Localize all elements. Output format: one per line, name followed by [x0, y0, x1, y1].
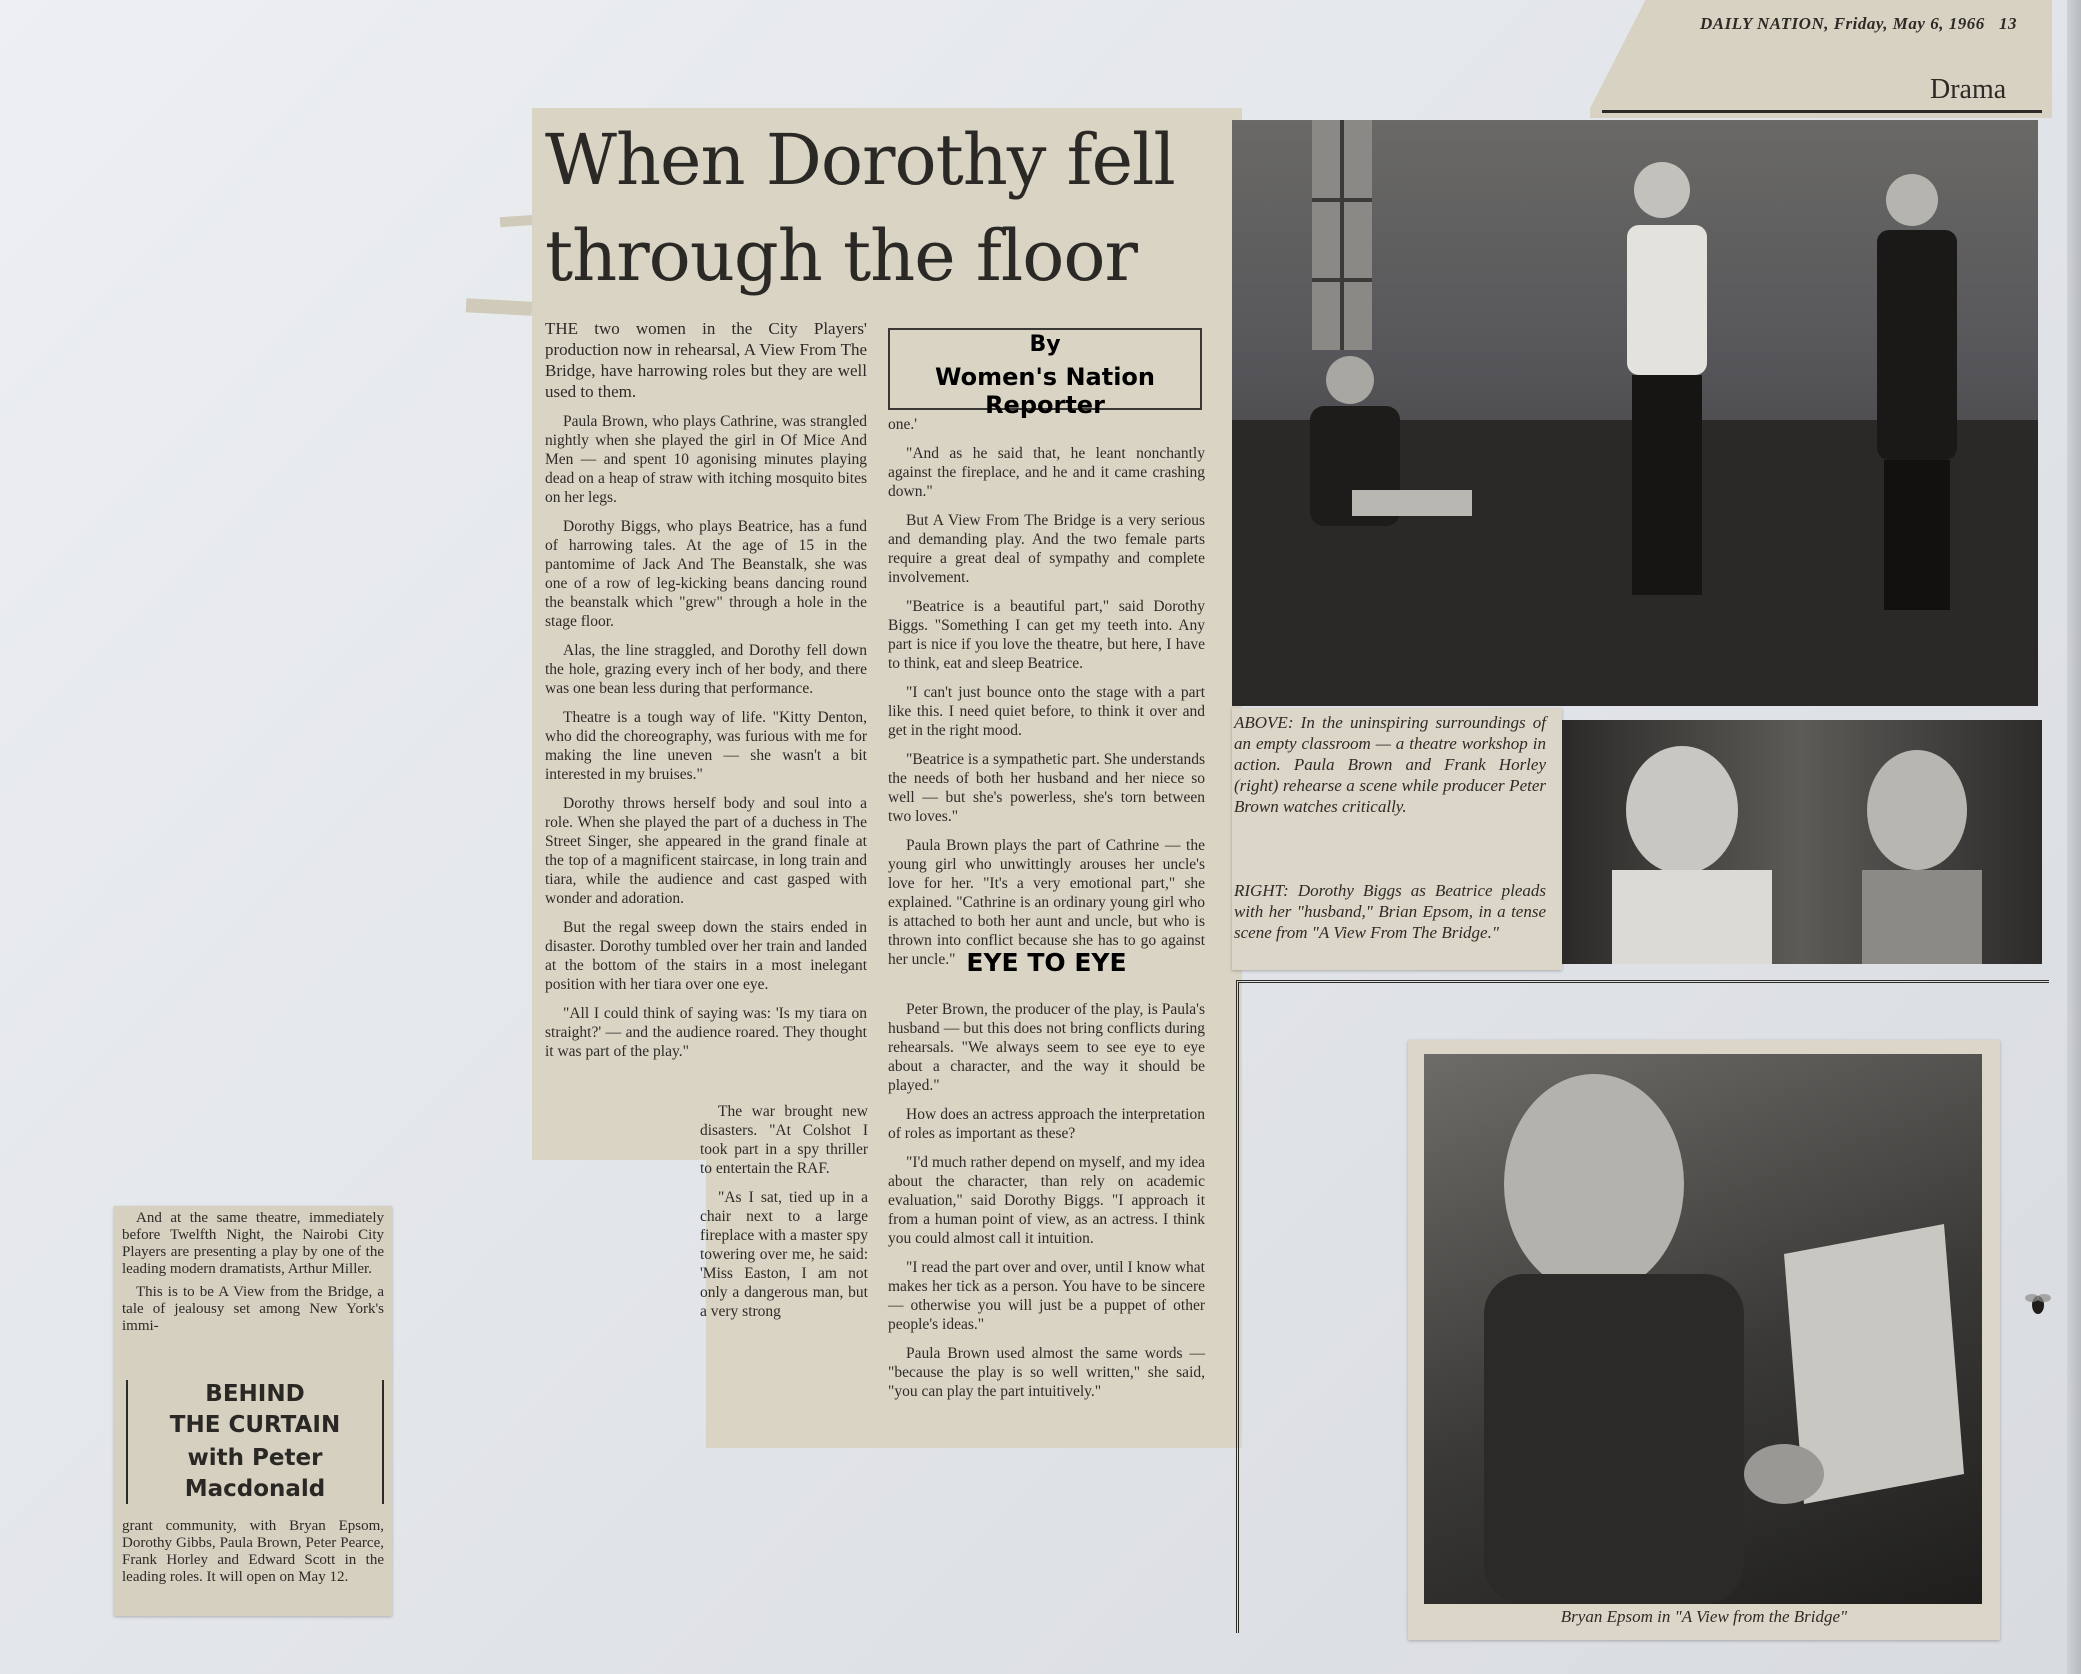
paragraph: Paula Brown used almost the same words — "because the play is so well written," she said, "you can play the part intuitively." [888, 1345, 1205, 1400]
paragraph: "I'd much rather depend on myself, and my idea about the character, than rely on academic evaluation," said Dorothy Biggs. "I approach it from a human point of view, as an actress. I think you could almost call it intuition. [888, 1154, 1205, 1247]
paragraph: And at the same theatre, immediately before Twelfth Night, the Nairobi City Players are presenting a play by one of the leading modern dramatists, Arthur Miller. [122, 1210, 384, 1277]
paragraph: "And as he said that, he leant nonchantly against the fireplace, and he and it came crashing down." [888, 445, 1205, 500]
caption-right: RIGHT: Dorothy Biggs as Beatrice pleads with her "husband," Brian Epsom, in a tense scene from "A View From The Bridge." [1234, 881, 1546, 942]
sidebar-top-text [122, 1210, 384, 1341]
article-column-2 [888, 415, 1205, 979]
column-title-line-2: THE CURTAIN [169, 1412, 341, 1438]
paragraph: Paula Brown plays the part of Cathrine — the young girl who unwittingly arouses her uncle's love for her. "It's a very emotional part," she explained. "Cathrine is an ordinary young girl who is attached to both her aunt and uncle, but who is thrown into conflict because she has to go against her uncle." [888, 837, 1205, 968]
paragraph: Theatre is a tough way of life. "Kitty Denton, who did the choreography, was furious with me for making the line uneven — she wasn't a bit interested in my bruises." [545, 709, 867, 783]
masthead-line: DAILY NATION, Friday, May 6, 1966 [1700, 14, 1985, 33]
headline-line-2: through the floor [545, 215, 1137, 297]
paragraph: "All I could think of saying was: 'Is my tiara on straight?' — and the audience roared. They thought it was part of the play." [545, 1005, 867, 1060]
paragraph: "I read the part over and over, until I know what makes her tick as a person. You have to be sincere — otherwise you will just be a puppet of other people's ideas." [888, 1259, 1205, 1333]
column-author-line-2: Macdonald [184, 1476, 326, 1502]
paragraph: How does an actress approach the interpretation of roles as important as these? [888, 1106, 1205, 1142]
headline-line-1: When Dorothy fell [545, 119, 1175, 201]
sidebar-bottom-text: grant community, with Bryan Epsom, Dorothy Gibbs, Paula Brown, Peter Pearce, Frank Horley and Edward Scott in the leading roles. It will open on May 12. [122, 1518, 384, 1585]
paragraph: But the regal sweep down the stairs ended in disaster. Dorothy tumbled over her train and landed at the bottom of the stairs in a most inelegant position with her tiara over one eye. [545, 919, 867, 993]
article-column-1-continued [700, 1102, 868, 1331]
article-column-1 [545, 318, 867, 1071]
subhead-eye-to-eye: EYE TO EYE [966, 948, 1127, 977]
section-label: Drama [1930, 74, 2007, 105]
byline-name: Women's Nation Reporter [934, 363, 1156, 419]
byline-by: By [1029, 332, 1061, 357]
paragraph: Dorothy throws herself body and soul into a role. When she played the part of a duchess in The Street Singer, she appeared in the grand finale at the top of a magnificent staircase, in long train and tiara, while the audience and cast gasped with wonder and adoration. [545, 795, 867, 907]
paragraph: The war brought new disasters. "At Colshot I took part in a spy thriller to entertain the RAF. [700, 1103, 868, 1177]
page-number: 13 [1998, 14, 2017, 33]
column-author-line-1: with Peter [187, 1445, 323, 1471]
paragraph: one.' [888, 416, 918, 433]
rehearsal-photo [1232, 120, 2038, 706]
paragraph: Alas, the line straggled, and Dorothy fell down the hole, grazing every inch of her body, and there was one bean less during that performance. [545, 642, 867, 697]
paragraph: Peter Brown, the producer of the play, is Paula's husband — but this does not bring conflicts during rehearsals. "We always seem to see eye to eye about a character, and the way it should be played." [888, 1001, 1205, 1094]
masthead-rule [1602, 110, 2042, 113]
paragraph: Dorothy Biggs, who plays Beatrice, has a fund of harrowing tales. At the age of 15 in the pantomime of Jack And The Beanstalk, she was one of a row of leg-kicking beans dancing round the beanstalk which "grew" through a hole in the stage floor. [545, 518, 867, 630]
paragraph: "As I sat, tied up in a chair next to a large fireplace with a master spy towering over me, he said: 'Miss Easton, I am not only a dangerous man, but a very strong [700, 1189, 868, 1320]
paragraph: "Beatrice is a beautiful part," said Dorothy Biggs. "Something I can get my teeth into. Any part is nice if you love the theatre, but here, I have to think, eat and sleep Beatrice. [888, 598, 1205, 672]
caption-bryan: Bryan Epsom in "A View from the Bridge" [1560, 1607, 1848, 1626]
bryan-epsom-photo-art [1424, 1054, 1982, 1604]
fly-icon [2024, 1288, 2052, 1318]
paragraph: THE two women in the City Players' production now in rehearsal, A View From The Bridge, have harrowing roles but they are well used to them. [545, 319, 867, 401]
headline [545, 112, 1245, 304]
paragraph: "Beatrice is a sympathetic part. She understands the needs of both her husband and her niece so well — but she's powerless, she's torn between two loves." [888, 751, 1205, 825]
paragraph: "I can't just bounce onto the stage with a part like this. I need quiet before, to think it over and get in the right mood. [888, 684, 1205, 739]
column-title-line-1: BEHIND [205, 1381, 305, 1407]
byline-box [888, 328, 1202, 419]
page-edge [2067, 0, 2081, 1674]
caption-above: ABOVE: In the uninspiring surroundings of an empty classroom — a theatre workshop in action. Paula Brown and Frank Horley (right) rehearse a scene while producer Peter Brown watches critically. [1234, 713, 1546, 816]
paragraph: Paula Brown, who plays Cathrine, was strangled nightly when she played the girl in Of Mice And Men — and spent 10 agonising minutes playing dead on a heap of straw with itching mosquito bites on her legs. [545, 413, 867, 506]
article-column-3 [888, 1000, 1205, 1411]
rehearsal-photo-art [1232, 120, 2038, 706]
paragraph: But A View From The Bridge is a very serious and demanding play. And the two female parts require a great deal of sympathy and complete involvement. [888, 512, 1205, 586]
dorothy-biggs-photo [1562, 720, 2042, 964]
paragraph: This is to be A View from the Bridge, a tale of jealousy set among New York's immi- [122, 1284, 384, 1334]
dorothy-biggs-photo-art [1562, 720, 2042, 964]
masthead [1700, 14, 2017, 34]
behind-the-curtain-box [126, 1380, 384, 1504]
bryan-epsom-photo [1424, 1054, 1982, 1604]
